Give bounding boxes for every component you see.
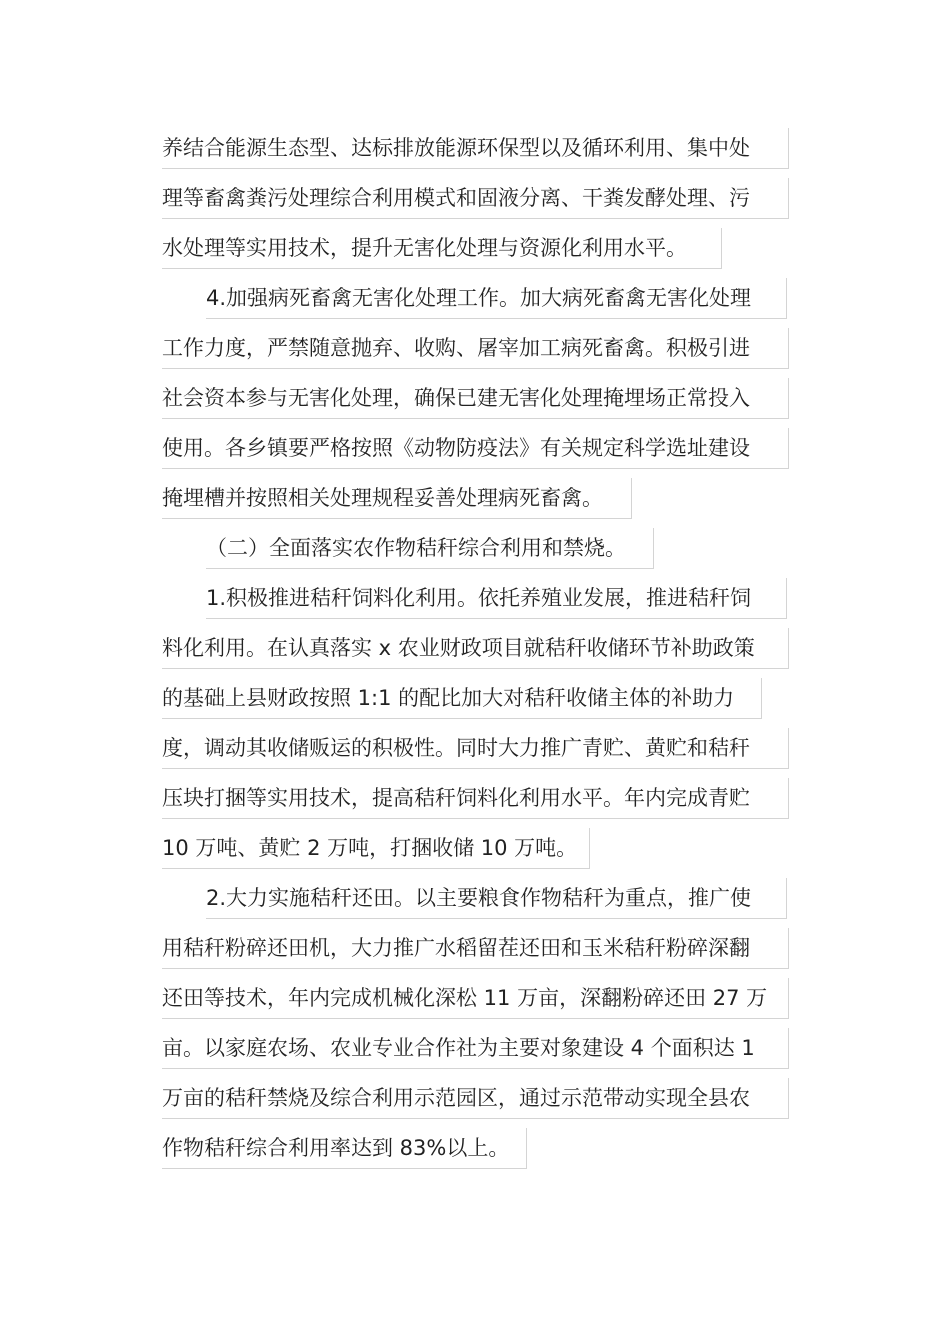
text-line-5: 工作力度，严禁随意抛弃、收购、屠宰加工病死畜禽。积极引进 — [162, 328, 789, 369]
text-line-6: 社会资本参与无害化处理，确保已建无害化处理掩埋场正常投入 — [162, 378, 789, 419]
text-line-1: 养结合能源生态型、达标排放能源环保型以及循环利用、集中处 — [162, 128, 789, 169]
text-line-21: 作物秸秆综合利用率达到 83%以上。 — [162, 1128, 527, 1169]
text-line-12: 的基础上县财政按照 1:1 的配比加大对秸秆收储主体的补助力 — [162, 678, 762, 719]
text-line-20: 万亩的秸秆禁烧及综合利用示范园区，通过示范带动实现全县农 — [162, 1078, 789, 1119]
text-line-14: 压块打捆等实用技术，提高秸秆饲料化利用水平。年内完成青贮 — [162, 778, 789, 819]
text-line-19: 亩。以家庭农场、农业专业合作社为主要对象建设 4 个面积达 1 — [162, 1028, 789, 1069]
text-line-18: 还田等技术，年内完成机械化深松 11 万亩，深翻粉碎还田 27 万 — [162, 978, 789, 1019]
text-line-7: 使用。各乡镇要严格按照《动物防疫法》有关规定科学选址建设 — [162, 428, 789, 469]
text-line-3: 水处理等实用技术，提升无害化处理与资源化利用水平。 — [162, 228, 722, 269]
text-line-17: 用秸秆粉碎还田机，大力推广水稻留茬还田和玉米秸秆粉碎深翻 — [162, 928, 789, 969]
text-line-4: 4.加强病死畜禽无害化处理工作。加大病死畜禽无害化处理 — [206, 278, 787, 319]
text-line-10: 1.积极推进秸秆饲料化利用。依托养殖业发展，推进秸秆饲 — [206, 578, 787, 619]
text-line-15: 10 万吨、黄贮 2 万吨，打捆收储 10 万吨。 — [162, 828, 590, 869]
text-line-2: 理等畜禽粪污处理综合利用模式和固液分离、干粪发酵处理、污 — [162, 178, 789, 219]
text-line-13: 度，调动其收储贩运的积极性。同时大力推广青贮、黄贮和秸秆 — [162, 728, 789, 769]
text-line-16: 2.大力实施秸秆还田。以主要粮食作物秸秆为重点，推广使 — [206, 878, 787, 919]
text-line-8: 掩埋槽并按照相关处理规程妥善处理病死畜禽。 — [162, 478, 632, 519]
text-line-11: 料化利用。在认真落实 x 农业财政项目就秸秆收储环节补助政策 — [162, 628, 789, 669]
section-heading: （二）全面落实农作物秸秆综合利用和禁烧。 — [206, 528, 654, 569]
